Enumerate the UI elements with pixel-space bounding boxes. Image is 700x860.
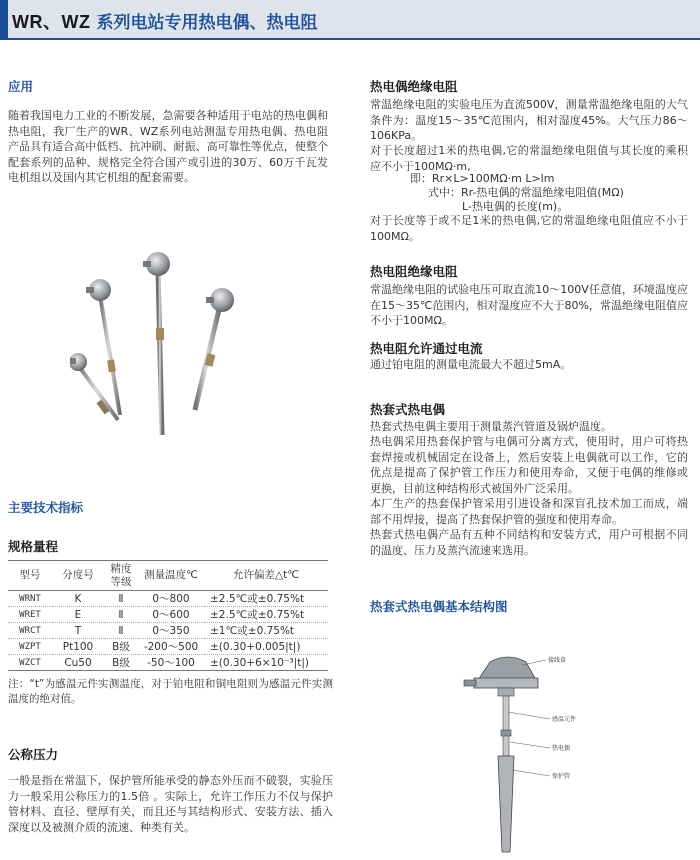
cell-model: WRNT	[8, 591, 52, 607]
cell-tolerance: ±(0.30+0.005|t|)	[204, 639, 328, 655]
rtd-insulation-text: 常温绝缘电阻的试验电压可取直流10～100V任意值，环境温度应在15～35℃范围内，相对湿度应不大于80%，常温绝缘电阻值应不小于100MΩ。	[370, 283, 688, 327]
label-junction-box: 接线盒	[548, 657, 567, 664]
tc-formula-line3: L-热电偶的长度(m)。	[462, 200, 569, 213]
main-specs-title: 主要技术指标	[8, 500, 84, 515]
cell-model: WRET	[8, 607, 52, 623]
cell-graduation: K	[52, 591, 104, 607]
page-header	[0, 0, 700, 38]
spec-range-title: 规格量程	[8, 539, 59, 554]
cell-model: WZCT	[8, 655, 52, 671]
cell-accuracy: Ⅱ	[104, 607, 138, 623]
label-sensing-element: 感温元件	[552, 716, 577, 723]
thermowell-p4: 热套式热电偶产品有五种不同结构和安装方式，用户可根据不同的温度、压力及蒸汽流速来选用。	[370, 528, 688, 557]
tc-insulation-p3: 对于长度等于或不足1米的热电偶,它的常温绝缘电阻值应不小于100MΩ。	[370, 214, 688, 243]
col-temp-range: 测量温度℃	[144, 569, 198, 581]
cell-accuracy: Ⅱ	[104, 623, 138, 639]
application-text: 随着我国电力工业的不断发展，急需要各种适用于电站的热电偶和热电阻，我厂生产的WR、WZ系列电站测温专用热电偶、热电阻产品具有适合高中低档、抗冲刷、耐振、高可靠性等优点，使整个配套系列的品种、规格完全符合国产或引进的30万、60万千瓦发电机组以及国内其它机组的配套需要。	[8, 109, 328, 184]
title-prefix: WR、WZ	[12, 12, 91, 32]
table-row	[8, 607, 328, 623]
thermowell-p2: 热电偶采用热套保护管与电偶可分离方式，使用时，用户可将热套焊接或机械固定在设备上，然后安装上电偶就可以工作，它的优点是提高了保护管工作压力和使用寿命，又便于电偶的维修或更换，目前这种结构形式被国外广泛采用。	[370, 435, 688, 495]
structure-diagram-title: 热套式热电偶基本结构图	[370, 599, 508, 614]
title-text: 系列电站专用热电偶、热电阻	[96, 13, 318, 33]
nominal-pressure-title: 公称压力	[8, 747, 59, 762]
cell-tolerance: ±1℃或±0.75%t	[204, 623, 328, 639]
spec-table	[8, 560, 328, 671]
col-tolerance: 允许偏差△t℃	[233, 569, 299, 581]
label-protection-tube: 保护管	[552, 773, 571, 780]
table-row	[8, 655, 328, 671]
rtd-current-text: 通过铂电阻的测量电流最大不超过5mA。	[370, 358, 572, 371]
cell-tolerance: ±2.5℃或±0.75%t	[204, 591, 328, 607]
cell-temp-range: 0～800	[138, 591, 204, 607]
rtd-insulation-title: 热电阻绝缘电阻	[370, 264, 458, 279]
table-row	[8, 623, 328, 639]
application-title: 应用	[8, 79, 34, 94]
table-row	[8, 639, 328, 655]
thermowell-p3: 本厂生产的热套保护管采用引进设备和深盲孔技术加工而成，端部不用焊接，提高了热套保护管的强度和使用寿命。	[370, 497, 688, 526]
col-accuracy: 精度等级	[110, 562, 132, 588]
cell-accuracy: B级	[104, 655, 138, 671]
structure-diagram	[450, 620, 610, 855]
cell-accuracy: Ⅱ	[104, 591, 138, 607]
cell-accuracy: B级	[104, 639, 138, 655]
thermocouple-stem	[501, 696, 511, 756]
cell-model: WRCT	[8, 623, 52, 639]
tc-formula-line2: 式中：Rr-热电偶的常温绝缘电阻值(MΩ)	[428, 186, 624, 199]
thermocouple-2	[86, 279, 120, 415]
cell-temp-range: -200～500	[138, 639, 204, 655]
page-title	[12, 8, 317, 34]
nominal-pressure-text: 一般是指在常温下，保护管所能承受的静态外压而不破裂，实验压力一般采用公称压力的1.5倍 。实际上，允许工作压力不仅与保护管材料、直径、壁厚有关，而且还与其结构形式、安装方法、插入深度以及被测介质的流速、种类有关。	[8, 774, 333, 834]
junction-box	[464, 657, 538, 696]
thermocouple-4	[195, 288, 234, 410]
header-divider	[0, 38, 700, 40]
table-note: 注：“t”为感温元件实测温度，对于铂电阻和铜电阻则为感温元件实测温度的绝对值。	[8, 678, 333, 705]
cell-temp-range: 0～350	[138, 623, 204, 639]
cell-tolerance: ±2.5℃或±0.75%t	[204, 607, 328, 623]
cell-graduation: E	[52, 607, 104, 623]
tc-insulation-p1: 常温绝缘电阻的实验电压为直流500V，测量常温绝缘电阻的大气条件为：温度15～35℃范围内，相对湿度45%。大气压力86～106KPa。	[370, 98, 688, 142]
rtd-current-title: 热电阻允许通过电流	[370, 341, 483, 356]
thermocouple-3	[143, 252, 170, 435]
tc-formula-line1: 即：Rr×L>100MΩ·m L>lm	[410, 172, 555, 185]
col-model: 型号	[19, 569, 41, 581]
cell-graduation: T	[52, 623, 104, 639]
cell-temp-range: -50～100	[138, 655, 204, 671]
protection-tube	[498, 756, 514, 852]
tc-insulation-title: 热电偶绝缘电阻	[370, 79, 458, 94]
tc-insulation-p2: 对于长度超过1米的热电偶,它的常温绝缘电阻值与其长度的乘积应不小于100MΩ·m,	[370, 144, 688, 173]
cell-graduation: Cu50	[52, 655, 104, 671]
label-thermocouple: 热电偶	[552, 745, 571, 752]
spec-table-header	[8, 561, 328, 591]
product-photo	[70, 250, 270, 440]
header-accent-bar	[0, 0, 8, 38]
table-row	[8, 591, 328, 607]
col-graduation: 分度号	[62, 569, 94, 581]
cell-tolerance: ±(0.30+6×10⁻³|t|)	[204, 655, 328, 671]
cell-model: WZPT	[8, 639, 52, 655]
cell-temp-range: 0～600	[138, 607, 204, 623]
thermowell-p1: 热套式热电偶主要用于测量蒸汽管道及锅炉温度。	[370, 420, 612, 433]
cell-graduation: Pt100	[52, 639, 104, 655]
thermowell-title: 热套式热电偶	[370, 402, 446, 417]
